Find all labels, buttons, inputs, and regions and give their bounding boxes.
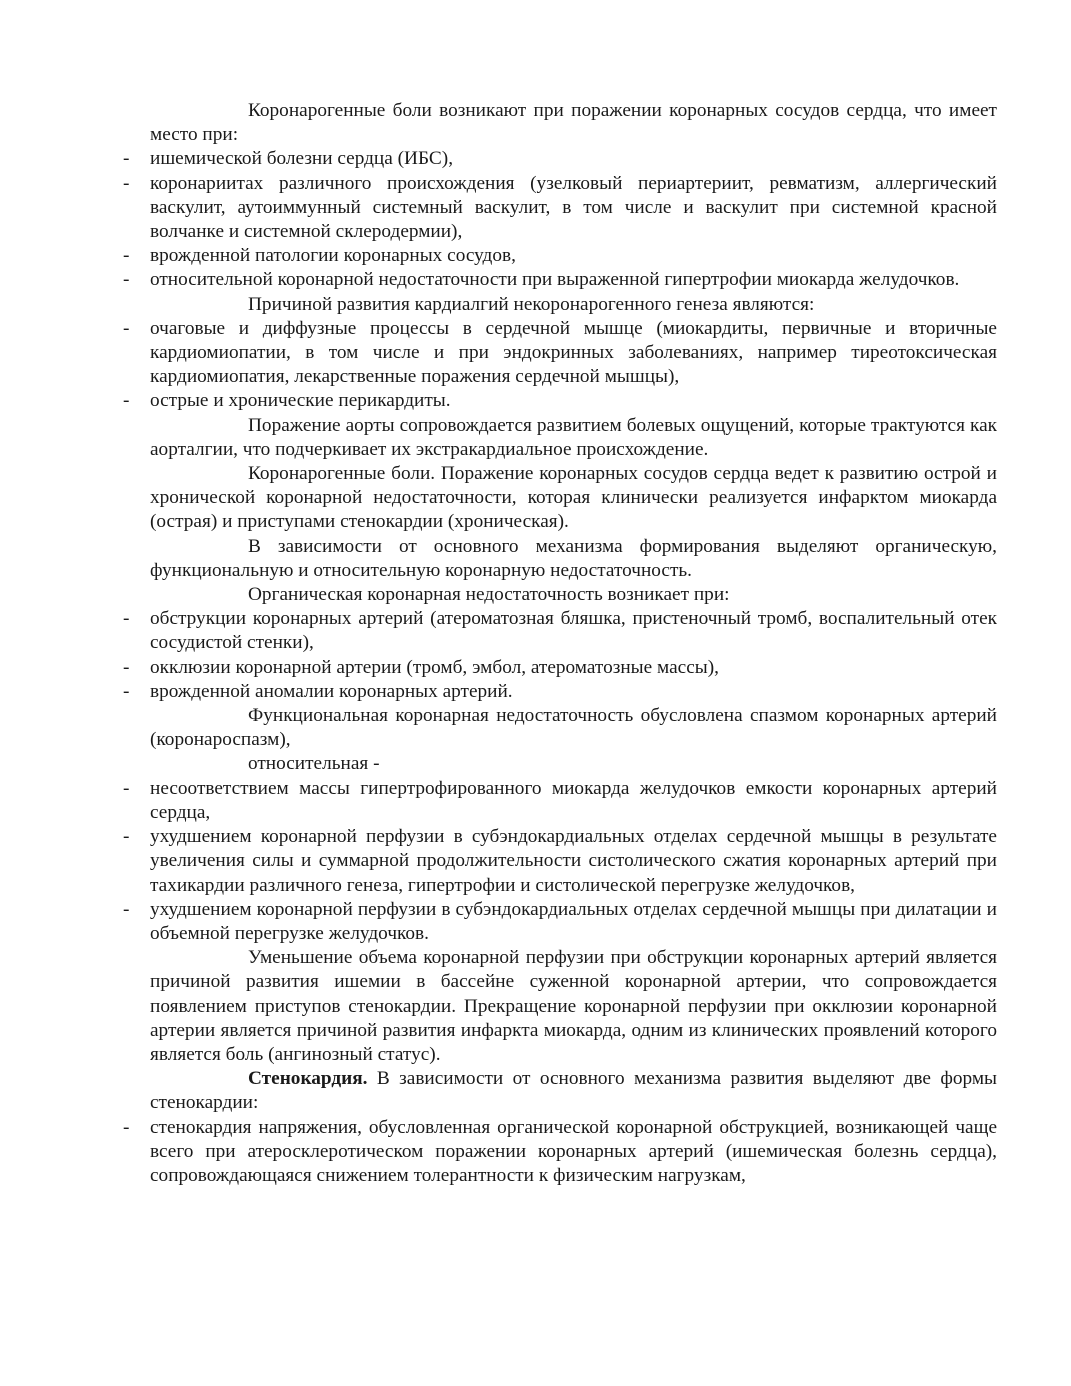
paragraph: Коронарогенные боли. Поражение коронарных сосудов сердца ведет к развитию острой и хронической коронарной недостаточности, которая клинически реализуется инфарктом миокарда (острая) и приступами стенокардии (хроническая). (150, 463, 997, 533)
list-item-text: окклюзии коронарной артерии (тромб, эмбол, атероматозные массы), (150, 656, 719, 678)
bullet-dash: - (123, 777, 130, 799)
bullet-dash: - (123, 148, 130, 170)
list-item (123, 1116, 997, 1189)
list-item (123, 680, 997, 704)
list-item-text: врожденной патологии коронарных сосудов, (150, 245, 516, 267)
list-item-text: обструкции коронарных артерий (атероматозная бляшка, пристеночный тромб, воспалительный отек сосудистой стенки), (150, 608, 997, 654)
list-item (123, 656, 997, 680)
list-item-text: очаговые и диффузные процессы в сердечной мышце (миокардиты, первичные и вторичные кардиомиопатии, в том числе и при эндокринных заболеваниях, например тиреотоксическая кардиомиопатия, лекарственные поражения сердечной мышцы), (150, 317, 997, 388)
paragraph-stenocardia (150, 1067, 997, 1115)
list-item-text: острые и хронические перикардиты. (150, 390, 451, 412)
paragraph: Уменьшение объема коронарной перфузии при обструкции коронарных артерий является причиной развития ишемии в бассейне суженной коронарной артерии, что сопровождается появлением приступов стенокардии. Прекращение коронарной перфузии при окклюзии коронарной артерии является причиной развития инфаркта миокарда, одним из клинических проявлений которого является боль (ангинозный статус). (150, 947, 997, 1065)
list-item-text: ухудшением коронарной перфузии в субэндокардиальных отделах сердечной мышцы при дилатации и объемной перегрузке желудочков. (150, 898, 997, 944)
bullet-dash: - (123, 390, 130, 412)
document-page (0, 99, 1071, 1188)
stenocardia-heading: Стенокардия. (248, 1068, 368, 1090)
paragraph: Коронарогенные боли возникают при поражении коронарных сосудов сердца, что имеет место при: (150, 100, 997, 146)
list-item-text: врожденной аномалии коронарных артерий. (150, 680, 513, 702)
paragraph: Причиной развития кардиалгий некоронарогенного генеза являются: (248, 293, 815, 315)
list-item (123, 244, 997, 268)
list-item (123, 172, 997, 245)
list-item (123, 777, 997, 825)
paragraph: В зависимости от основного механизма формирования выделяют органическую, функциональную и относительную коронарную недостаточность. (150, 535, 997, 581)
paragraph: Поражение аорты сопровождается развитием болевых ощущений, которые трактуются как аорталгии, что подчеркивает их экстракардиальное происхождение. (150, 414, 997, 460)
list-item (123, 389, 997, 413)
bullet-dash: - (123, 680, 130, 702)
list-item-text: ухудшением коронарной перфузии в субэндокардиальных отделах сердечной мышцы в результате увеличения силы и суммарной продолжительности систолического сжатия коронарных артерий при тахикардии различного генеза, гипертрофии и систолической перегрузке желудочков, (150, 826, 997, 896)
list-item (123, 317, 997, 390)
bullet-dash: - (123, 656, 130, 678)
list-item-text: стенокардия напряжения, обусловленная органической коронарной обструкцией, возникающей чаще всего при атеросклеротическом поражении коронарных артерий (ишемическая болезнь сердца), сопровождающаяся снижением толерантности к физическим нагрузкам, (150, 1116, 997, 1186)
list-item-text: несоответствием массы гипертрофированного миокарда желудочков емкости коронарных артерий сердца, (150, 777, 997, 823)
list-item-text: коронариитах различного происхождения (узелковый периартериит, ревматизм, аллергический васкулит, аутоиммунный системный васкулит, в том числе и васкулит при системной красной волчанке и системной склеродермии), (150, 172, 997, 243)
paragraph: относительная - (248, 753, 380, 775)
paragraph: Органическая коронарная недостаточность возникает при: (248, 584, 730, 606)
bullet-dash: - (123, 317, 130, 339)
list-item (123, 825, 997, 898)
list-item (123, 607, 997, 655)
list-item-text: ишемической болезни сердца (ИБС), (150, 148, 454, 170)
list-item (123, 268, 997, 292)
bullet-dash: - (123, 826, 130, 848)
list-item (123, 898, 997, 946)
list-item (123, 147, 997, 171)
list-item-text: относительной коронарной недостаточности при выраженной гипертрофии миокарда желудочков. (150, 269, 960, 291)
bullet-dash: - (123, 1116, 130, 1138)
bullet-dash: - (123, 269, 130, 291)
bullet-dash: - (123, 608, 130, 630)
bullet-dash: - (123, 172, 130, 194)
paragraph-text: В зависимости от основного механизма развития выделяют две формы стенокардии: (150, 1068, 997, 1114)
paragraph: Функциональная коронарная недостаточность обусловлена спазмом коронарных артерий (коронароспазм), (150, 705, 997, 751)
bullet-dash: - (123, 245, 130, 267)
bullet-dash: - (123, 898, 130, 920)
